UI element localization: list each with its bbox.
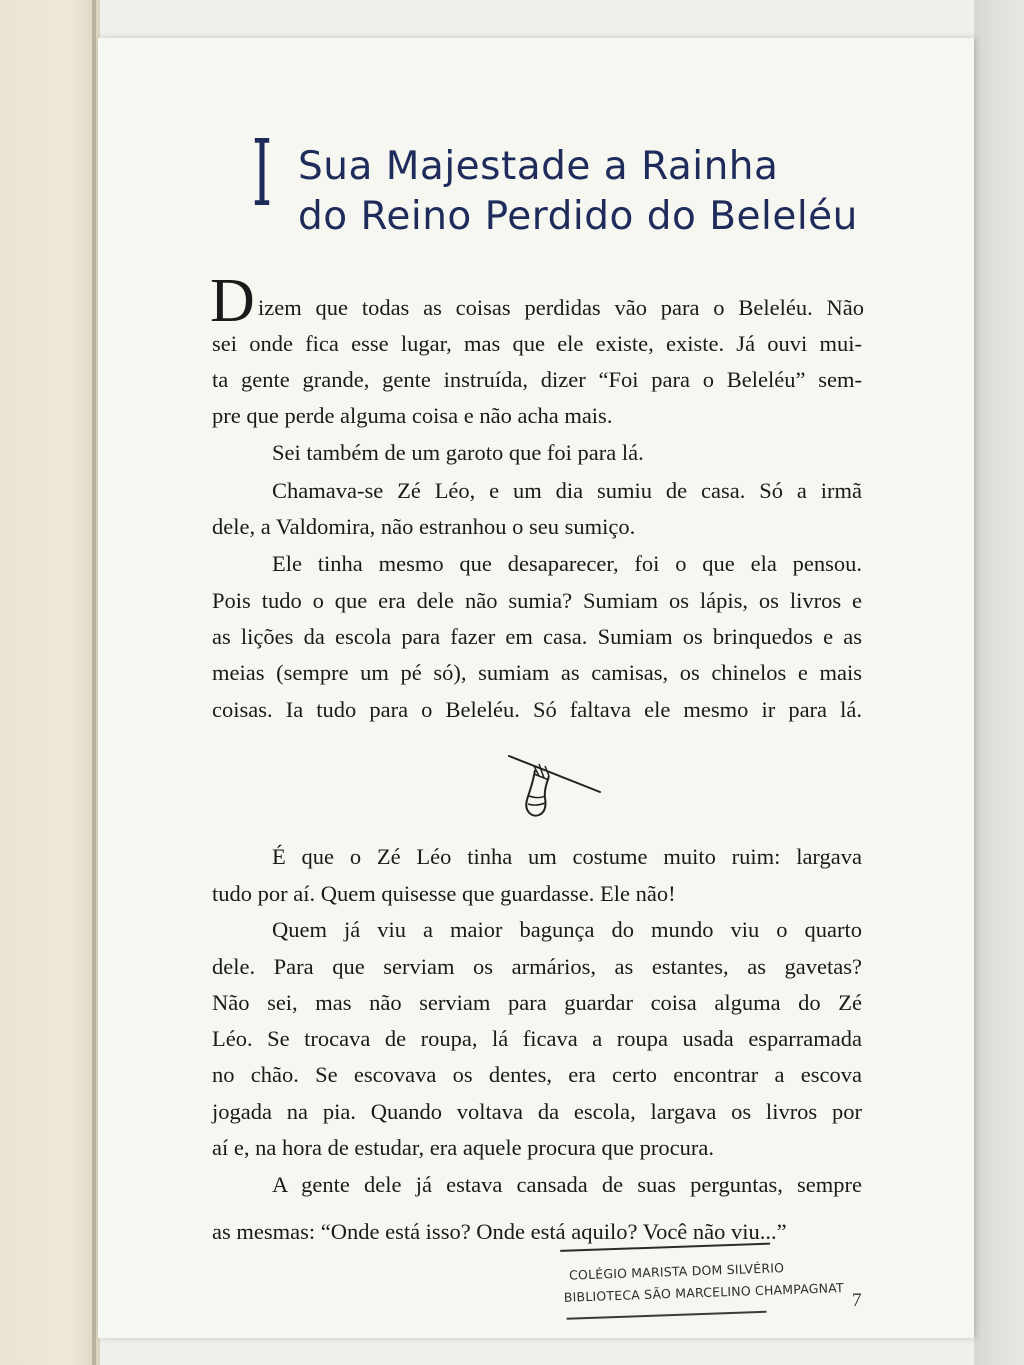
stamp-rule (560, 1243, 770, 1252)
text-line: A gente dele já estava cansada de suas perguntas, sempre (272, 1172, 862, 1197)
text-line: dele, a Valdomira, não estranhou o seu sumiço. (212, 514, 636, 539)
sock-on-knitting-needle-icon (505, 752, 605, 826)
text-line: Chamava-se Zé Léo, e um dia sumiu de casa. Só a irmã (272, 478, 862, 503)
chapter-title (298, 142, 918, 242)
stamp-library-name: BIBLIOTECA SÃO MARCELINO CHAMPAGNAT (563, 1280, 845, 1305)
text-line: coisas. Ia tudo para o Beleléu. Só faltava ele mesmo ir para lá. (212, 697, 862, 722)
text-line: Ele tinha mesmo que desaparecer, foi o que ela pensou. (272, 551, 862, 576)
text-line: as lições da escola para fazer em casa. Sumiam os brinquedos e as (212, 624, 862, 649)
text-line: izem que todas as coisas perdidas vão para o Beleléu. Não (258, 295, 864, 320)
library-stamp (558, 1236, 845, 1328)
page-number: 7 (852, 1290, 862, 1311)
background-surface (0, 0, 100, 1365)
chapter-title-line: Sua Majestade a Rainha (298, 144, 779, 189)
chapter-number: I (252, 120, 272, 227)
text-line: as mesmas: “Onde está isso? Onde está aquilo? Você não viu...” (212, 1219, 787, 1244)
text-line: dele. Para que serviam os armários, as estantes, as gavetas? (212, 954, 862, 979)
text-line: Pois tudo o que era dele não sumia? Sumiam os lápis, os livros e (212, 588, 862, 613)
stamp-rule (567, 1311, 767, 1320)
drop-cap: D (210, 267, 255, 335)
text-line: Não sei, mas não serviam para guardar coisa alguma do Zé (212, 990, 862, 1015)
text-line: É que o Zé Léo tinha um costume muito ruim: largava (272, 844, 862, 869)
text-line: Léo. Se trocava de roupa, lá ficava a roupa usada esparramada (212, 1026, 862, 1051)
text-line: pre que perde alguma coisa e não acha mais. (212, 403, 613, 428)
text-line: jogada na pia. Quando voltava da escola, largava os livros por (212, 1099, 862, 1124)
text-line: ta gente grande, gente instruída, dizer “Foi para o Beleléu” sem- (212, 367, 862, 392)
text-line: meias (sempre um pé só), sumiam as camisas, os chinelos e mais (212, 660, 862, 685)
text-line: no chão. Se escovava os dentes, era certo encontrar a escova (212, 1062, 862, 1087)
book-spine (92, 0, 96, 1365)
text-line: sei onde fica esse lugar, mas que ele existe, existe. Já ouvi mui- (212, 331, 862, 356)
text-line: tudo por aí. Quem quisesse que guardasse. Ele não! (212, 881, 676, 906)
text-line: aí e, na hora de estudar, era aquele procura que procura. (212, 1135, 714, 1160)
stamp-school-name: COLÉGIO MARISTA DOM SILVÉRIO (568, 1260, 785, 1283)
text-line: Quem já viu a maior bagunça do mundo viu o quarto (272, 917, 862, 942)
chapter-title-line: do Reino Perdido do Beleléu (298, 194, 858, 239)
text-line: Sei também de um garoto que foi para lá. (272, 440, 644, 465)
background-right (974, 0, 1024, 1365)
